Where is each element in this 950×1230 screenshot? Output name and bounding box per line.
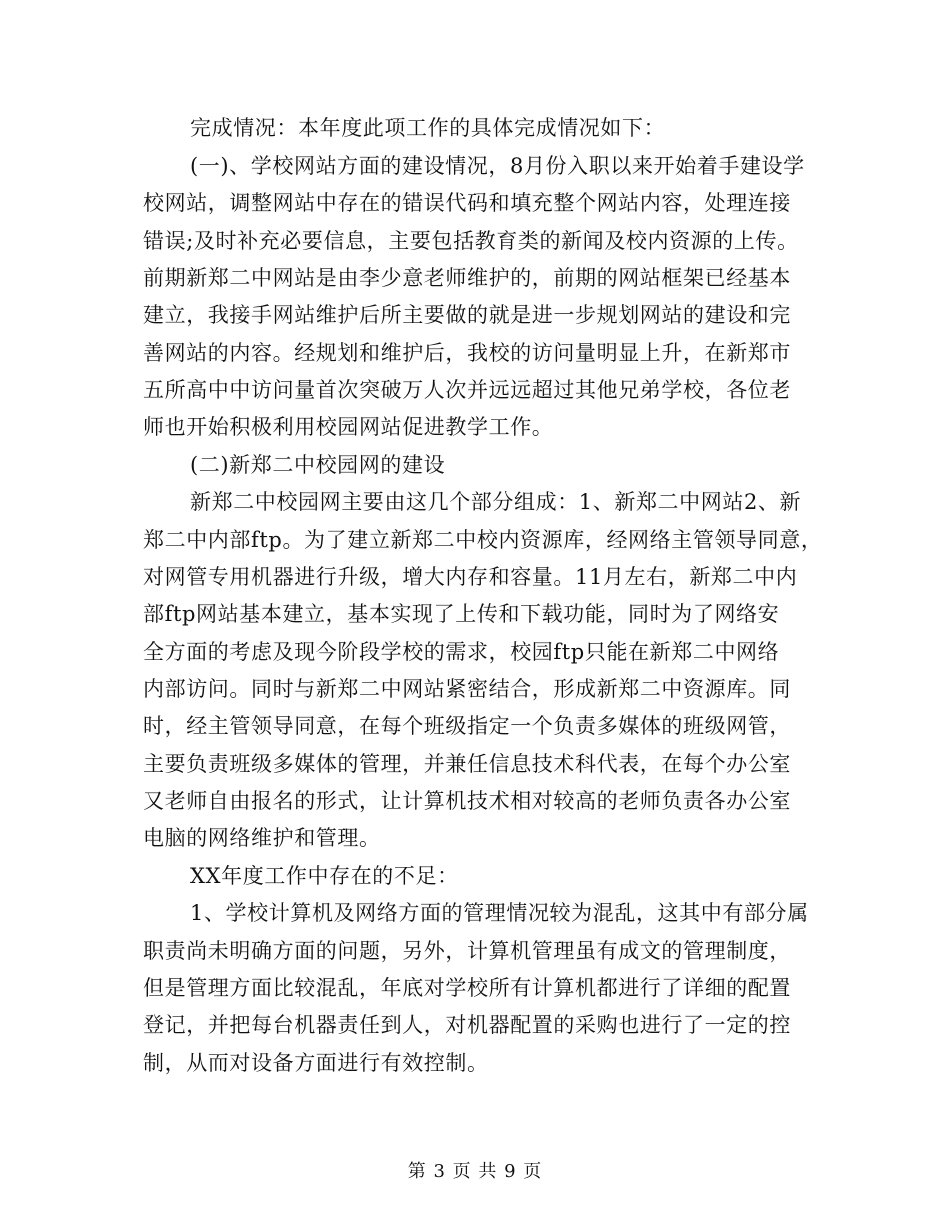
text-line: 时，经主管领导同意，在每个班级指定一个负责多媒体的班级网管， — [143, 714, 791, 738]
text-line: 登记，并把每台机器责任到人，对机器配置的采购也进行了一定的控 — [143, 1013, 791, 1037]
section-heading: (二)新郑二中校园网的建设 — [190, 453, 446, 477]
text-line: 校网站，调整网站中存在的错误代码和填充整个网站内容，处理连接 — [143, 191, 791, 215]
text-line: 完成情况：本年度此项工作的具体完成情况如下： — [190, 116, 666, 140]
text-line: 师也开始积极利用校园网站促进教学工作。 — [143, 415, 554, 439]
text-line: 新郑二中校园网主要由这几个部分组成：1、新郑二中网站2、新 — [190, 490, 802, 514]
text-line: 善网站的内容。经规划和维护后，我校的访问量明显上升，在新郑市 — [143, 341, 791, 365]
text-line: 部ftp网站基本建立，基本实现了上传和下载功能，同时为了网络安 — [143, 602, 780, 626]
text-line: 五所高中中访问量首次突破万人次并远远超过其他兄弟学校，各位老 — [143, 378, 791, 402]
text-line: 全方面的考虑及现今阶段学校的需求，校园ftp只能在新郑二中网络 — [143, 640, 780, 664]
text-line: 建立，我接手网站维护后所主要做的就是进一步规划网站的建设和完 — [143, 303, 791, 327]
text-line: 郑二中内部ftp。为了建立新郑二中校内资源库，经网络主管领导同意， — [143, 528, 823, 552]
text-line: (一)、学校网站方面的建设情况，8月份入职以来开始着手建设学 — [190, 154, 805, 178]
text-line: 主要负责班级多媒体的管理，并兼任信息技术科代表，在每个办公室 — [143, 752, 791, 776]
text-line: 内部访问。同时与新郑二中网站紧密结合，形成新郑二中资源库。同 — [143, 677, 791, 701]
text-line: 错误;及时补充必要信息，主要包括教育类的新闻及校内资源的上传。 — [143, 229, 799, 253]
text-line: 电脑的网络维护和管理。 — [143, 826, 381, 850]
text-line: 职责尚未明确方面的问题，另外，计算机管理虽有成文的管理制度， — [143, 939, 791, 963]
page-number-footer: 第 3 页 共 9 页 — [407, 1161, 543, 1182]
section-heading: XX年度工作中存在的不足： — [190, 864, 459, 888]
text-line: 1、学校计算机及网络方面的管理情况较为混乱，这其中有部分属 — [190, 901, 809, 925]
text-line: 前期新郑二中网站是由李少意老师维护的，前期的网站框架已经基本 — [143, 266, 791, 290]
text-line: 但是管理方面比较混乱，年底对学校所有计算机都进行了详细的配置 — [143, 976, 791, 1000]
text-line: 制，从而对设备方面进行有效控制。 — [143, 1051, 489, 1075]
text-line: 对网管专用机器进行升级，增大内存和容量。11月左右，新郑二中内 — [143, 565, 798, 589]
text-line: 又老师自由报名的形式，让计算机技术相对较高的老师负责各办公室 — [143, 789, 791, 813]
